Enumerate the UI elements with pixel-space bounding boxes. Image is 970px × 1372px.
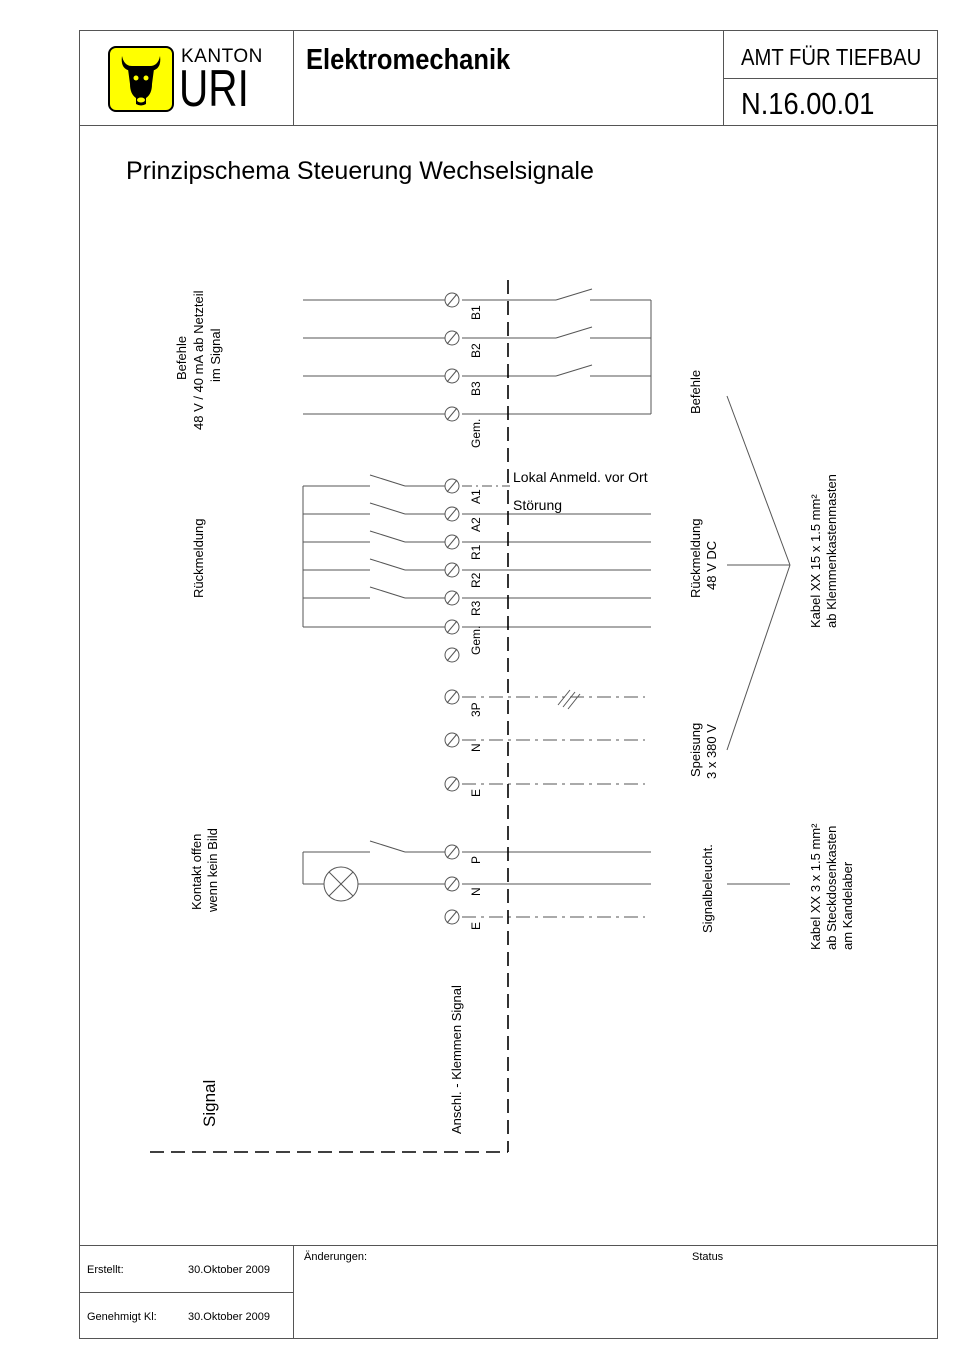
kabel-lamp-location-label: am Kandelaber: [840, 861, 855, 950]
terminal-label: N: [469, 887, 483, 896]
terminal-label: A2: [469, 517, 483, 532]
kabel-lamp-source-label: ab Steckdosenkasten: [824, 825, 839, 950]
drawing-title: Prinzipschema Steuerung Wechselsignale: [126, 157, 594, 185]
erstellt-date: 30.Oktober 2009: [188, 1264, 270, 1276]
terminal-label: B3: [469, 381, 483, 396]
terminal-label: 3P: [469, 702, 483, 717]
befehle-label: Befehle: [174, 335, 189, 380]
terminal-label: R2: [469, 572, 483, 588]
terminal-icon: [445, 648, 459, 662]
logo-text-uri: URI: [179, 60, 249, 118]
kabel-main-source-label: ab Klemmenkastenmasten: [824, 474, 839, 628]
signalbeleuchtung-label: Signalbeleucht.: [700, 844, 715, 933]
aenderungen-label: Änderungen:: [304, 1251, 367, 1263]
terminal-icon: [445, 845, 459, 859]
kabel-main-label: Kabel XX 15 x 1.5 mm²: [808, 494, 823, 628]
switch-b3: [556, 365, 592, 376]
status-label: Status: [692, 1251, 724, 1263]
switch-a1: [370, 475, 405, 486]
speisung-label: Speisung: [688, 722, 703, 777]
terminal-icon: [445, 910, 459, 924]
terminal-icon: [445, 777, 459, 791]
terminal-icon: [445, 620, 459, 634]
terminal-label: R1: [469, 544, 483, 560]
terminal-label: A1: [469, 489, 483, 504]
terminal-icon: [445, 563, 459, 577]
terminal-icon: [445, 690, 459, 704]
terminal-label: E: [469, 788, 483, 797]
terminal-icon: [445, 369, 459, 383]
kabel-lamp-label: Kabel XX 3 x 1.5 mm²: [808, 823, 823, 950]
terminal-label: B2: [469, 343, 483, 358]
befehle-spec-label: 48 V / 40 mA ab Netzteil: [191, 290, 206, 430]
footer-top-rule: [79, 1245, 938, 1246]
terminal-icon: [445, 293, 459, 307]
switch-r1: [370, 531, 405, 542]
document-number: N.16.00.01: [741, 86, 875, 121]
switch-r2: [370, 559, 405, 570]
department-title: Elektromechanik: [306, 44, 511, 76]
terminal-label: B1: [469, 305, 483, 320]
terminal-label: R3: [469, 600, 483, 616]
switch-a2: [370, 503, 405, 514]
rueckmeldung-label: Rückmeldung: [191, 518, 206, 598]
genehmigt-date: 30.Oktober 2009: [188, 1311, 270, 1323]
office-name: AMT FÜR TIEFBAU: [741, 44, 922, 70]
terminal-label: E: [469, 921, 483, 930]
erstellt-label: Erstellt:: [87, 1264, 124, 1276]
kontakt-note-label: wenn kein Bild: [205, 828, 220, 912]
terminal-icon: [445, 733, 459, 747]
lokal-label: Lokal Anmeld. vor Ort: [513, 469, 648, 485]
kontakt-label: Kontakt offen: [189, 833, 204, 910]
switch-r3: [370, 587, 405, 598]
terminal-label: N: [469, 743, 483, 752]
terminal-icon: [445, 407, 459, 421]
befehle-right-label: Befehle: [688, 369, 703, 414]
terminal-symbols: [445, 293, 459, 924]
terminal-icon: [445, 877, 459, 891]
footer-divider: [293, 1245, 294, 1339]
footer-mid-rule: [79, 1292, 293, 1293]
terminal-label: Gem.: [469, 418, 483, 448]
befehle-location-label: im Signal: [208, 328, 223, 382]
terminal-icon: [445, 507, 459, 521]
switch-b2: [556, 327, 592, 338]
stoerung-label: Störung: [513, 497, 563, 513]
terminal-icon: [445, 535, 459, 549]
rueckmeldung-right-label: Rückmeldung: [688, 518, 703, 598]
rueckmeldung-voltage-label: 48 V DC: [704, 540, 719, 590]
genehmigt-label: Genehmigt Kl:: [87, 1311, 157, 1323]
terminal-label: P: [469, 855, 483, 864]
terminal-icon: [445, 479, 459, 493]
switch-b1: [556, 289, 592, 300]
logo-text-kanton: KANTON: [181, 46, 263, 67]
terminal-icon: [445, 591, 459, 605]
terminal-icon: [445, 331, 459, 345]
speisung-voltage-label: 3 x 380 V: [704, 724, 719, 779]
switch-lamp: [370, 841, 405, 852]
terminal-label: Gem.: [469, 625, 483, 655]
signal-label: Signal: [200, 1079, 219, 1127]
terminal-column-label: Anschl. - Klemmen Signal: [449, 985, 464, 1134]
